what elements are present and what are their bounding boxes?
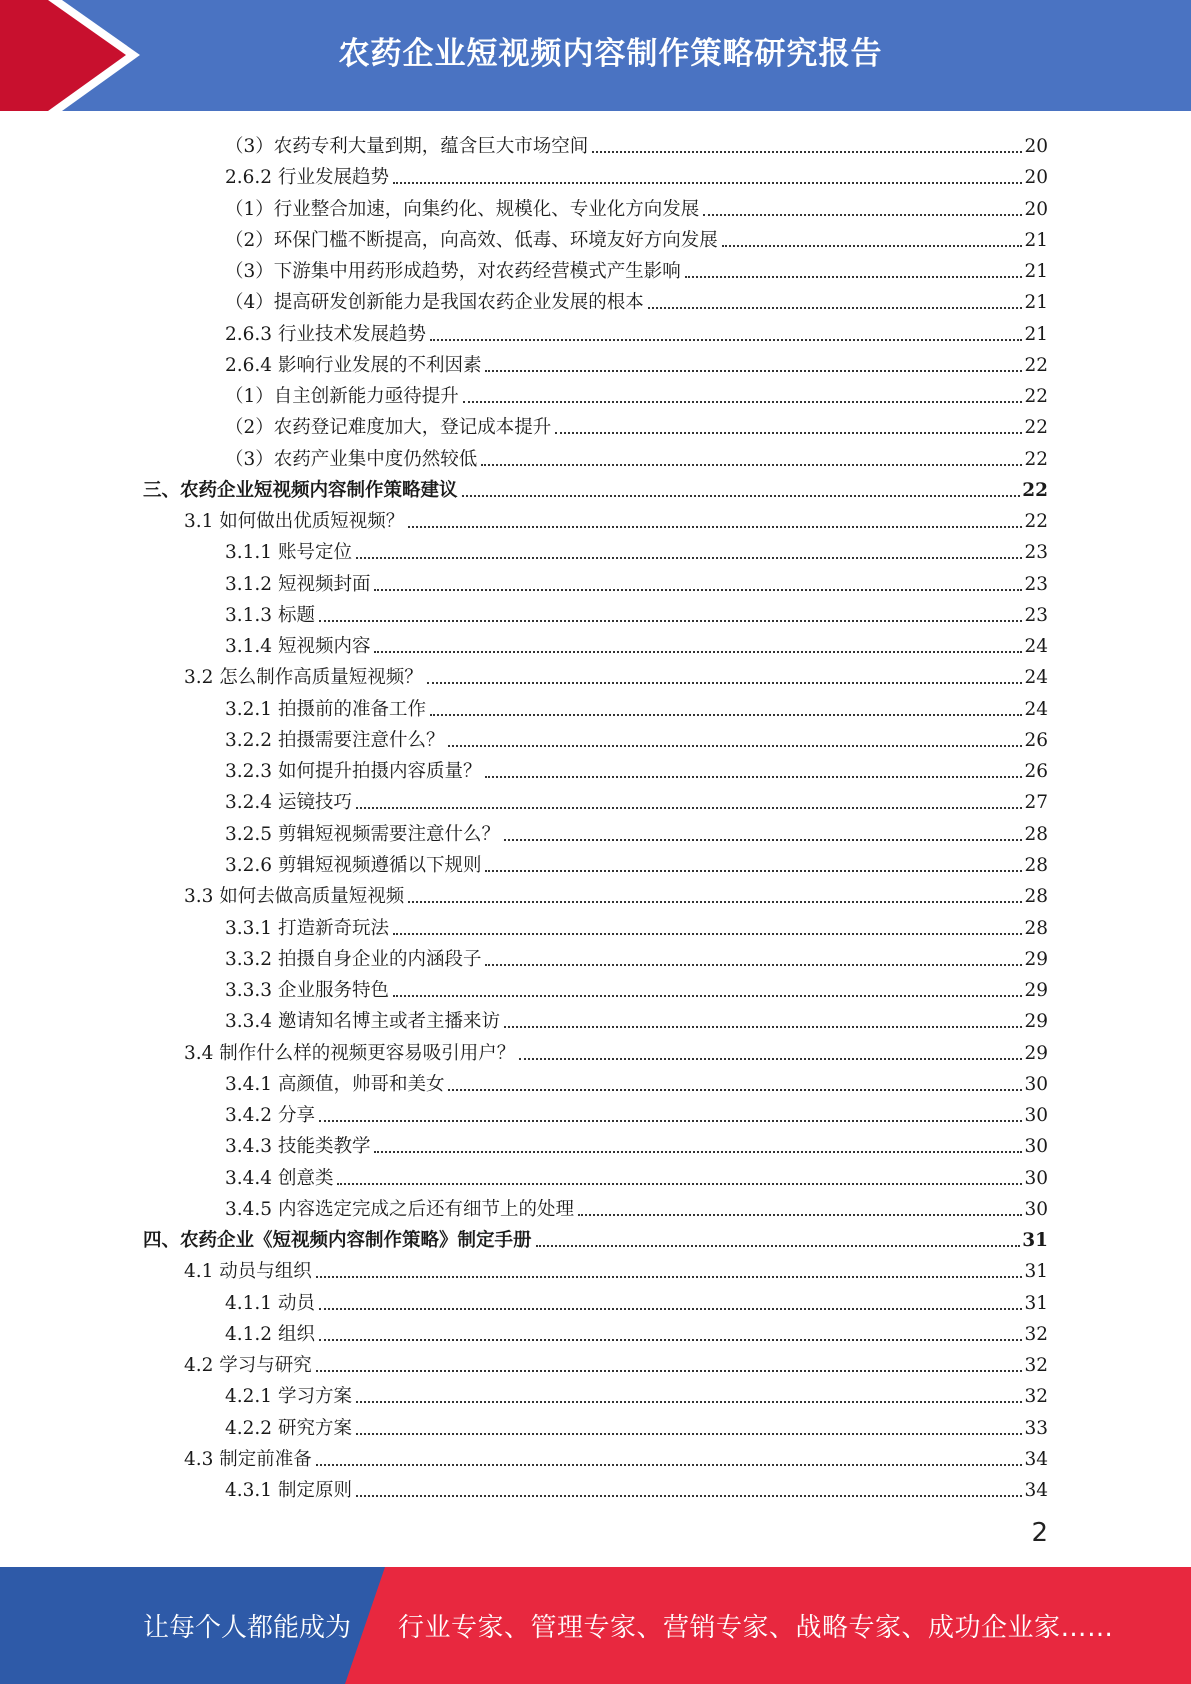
toc-entry-label: 3.4 制作什么样的视频更容易吸引用户？ (184, 1042, 516, 1064)
toc-entry[interactable] (225, 190, 1048, 221)
toc-dot-leader (448, 1089, 1022, 1091)
toc-dot-leader (319, 1308, 1023, 1310)
toc-dot-leader (448, 745, 1022, 747)
toc-dot-leader (536, 1245, 1021, 1247)
toc-entry[interactable] (225, 815, 1048, 846)
toc-entry-page: 20 (1024, 167, 1048, 189)
toc-dot-leader (463, 401, 1023, 403)
toc-entry-label: 3.2.4 运镜技巧 (225, 792, 352, 814)
footer-slogan-right: 行业专家、管理专家、营销专家、战略专家、成功企业家…… (398, 1613, 1114, 1643)
toc-dot-leader (408, 526, 1022, 528)
toc-dot-leader (555, 432, 1022, 434)
toc-entry[interactable] (225, 1065, 1048, 1096)
toc-entry-label: 四、农药企业《短视频内容制作策略》制定手册 (143, 1230, 532, 1252)
toc-dot-leader (427, 682, 1023, 684)
toc-entry-page: 29 (1024, 1042, 1048, 1064)
toc-entry[interactable] (225, 690, 1048, 721)
toc-entry-label: （4）提高研发创新能力是我国农药企业发展的根本 (225, 292, 644, 314)
toc-entry-label: 2.6.2 行业发展趋势 (225, 167, 389, 189)
toc-dot-leader (356, 807, 1023, 809)
toc-entry-label: 3.3 如何去做高质量短视频 (184, 886, 405, 908)
toc-entry-label: 3.1.2 短视频封面 (225, 573, 371, 595)
toc-entry-label: 4.2.2 研究方案 (225, 1417, 352, 1439)
toc-entry[interactable] (184, 1440, 1048, 1471)
toc-dot-leader (504, 839, 1022, 841)
toc-dot-leader (356, 1433, 1023, 1435)
toc-entry-label: 4.1.2 组织 (225, 1323, 315, 1345)
toc-entry-page: 30 (1024, 1105, 1048, 1127)
toc-dot-leader (703, 214, 1022, 216)
toc-entry[interactable] (225, 158, 1048, 189)
toc-entry-page: 29 (1024, 980, 1048, 1002)
toc-dot-leader (485, 964, 1022, 966)
toc-entry[interactable] (225, 909, 1048, 940)
toc-entry-page: 32 (1024, 1386, 1048, 1408)
toc-entry[interactable] (225, 596, 1048, 627)
toc-entry-label: 4.3 制定前准备 (184, 1448, 312, 1470)
toc-entry-page: 22 (1024, 354, 1048, 376)
toc-entry-page: 21 (1024, 323, 1048, 345)
toc-entry-label: 3.2.6 剪辑短视频遵循以下规则 (225, 854, 482, 876)
toc-entry-label: （3）下游集中用药形成趋势，对农药经营模式产生影响 (225, 261, 681, 283)
toc-entry[interactable] (225, 283, 1048, 314)
toc-entry[interactable] (225, 940, 1048, 971)
toc-entry-label: 4.1.1 动员 (225, 1292, 315, 1314)
toc-entry-page: 22 (1024, 417, 1048, 439)
toc-dot-leader (430, 714, 1022, 716)
toc-entry-page: 26 (1024, 761, 1048, 783)
toc-dot-leader (578, 1214, 1022, 1216)
toc-entry-label: 3.3.1 打造新奇玩法 (225, 917, 389, 939)
toc-entry-page: 24 (1024, 698, 1048, 720)
toc-entry-label: 4.3.1 制定原则 (225, 1480, 352, 1502)
toc-entry[interactable] (225, 1127, 1048, 1158)
toc-entry-page: 24 (1024, 636, 1048, 658)
toc-entry-label: 4.2.1 学习方案 (225, 1386, 352, 1408)
toc-entry-page: 28 (1024, 917, 1048, 939)
toc-entry-page: 29 (1024, 948, 1048, 970)
toc-entry-label: 4.2 学习与研究 (184, 1355, 312, 1377)
toc-entry-page: 34 (1024, 1480, 1048, 1502)
toc-entry-label: （1）行业整合加速，向集约化、规模化、专业化方向发展 (225, 198, 700, 220)
toc-entry-page: 32 (1024, 1323, 1048, 1345)
toc-dot-leader (393, 933, 1022, 935)
toc-entry[interactable] (225, 721, 1048, 752)
toc-entry-page: 28 (1024, 823, 1048, 845)
toc-entry[interactable] (225, 377, 1048, 408)
toc-entry-page: 21 (1024, 229, 1048, 251)
toc-dot-leader (504, 1026, 1022, 1028)
toc-dot-leader (592, 151, 1022, 153)
toc-entry[interactable] (225, 315, 1048, 346)
toc-entry[interactable] (225, 533, 1048, 564)
toc-entry[interactable] (184, 877, 1048, 908)
toc-entry-label: 3.2.2 拍摄需要注意什么？ (225, 729, 445, 751)
toc-entry-label: 3.4.5 内容选定完成之后还有细节上的处理 (225, 1198, 574, 1220)
toc-entry[interactable] (225, 627, 1048, 658)
toc-entry-page: 31 (1024, 1261, 1048, 1283)
toc-entry-page: 21 (1024, 261, 1048, 283)
toc-entry-page: 29 (1024, 1011, 1048, 1033)
toc-dot-leader (316, 1464, 1023, 1466)
toc-entry-page: 30 (1024, 1198, 1048, 1220)
toc-entry-page: 32 (1024, 1355, 1048, 1377)
toc-entry-page: 22 (1022, 479, 1048, 501)
toc-entry[interactable] (225, 127, 1048, 158)
toc-entry[interactable] (225, 846, 1048, 877)
toc-entry-label: 4.1 动员与组织 (184, 1261, 312, 1283)
toc-entry-page: 33 (1024, 1417, 1048, 1439)
footer-slogan-left: 让每个人都能成为 (143, 1613, 352, 1643)
toc-dot-leader (319, 1339, 1023, 1341)
toc-dot-leader (722, 245, 1023, 247)
toc-entry-label: （3）农药产业集中度仍然较低 (225, 448, 478, 470)
toc-entry-page: 24 (1024, 667, 1048, 689)
toc-dot-leader (485, 870, 1022, 872)
toc-entry-page: 20 (1024, 198, 1048, 220)
toc-dot-leader (374, 1151, 1022, 1153)
page-number: 2 (1031, 1518, 1048, 1548)
toc-entry[interactable] (225, 565, 1048, 596)
toc-entry[interactable] (225, 1002, 1048, 1033)
toc-entry-label: 3.1.4 短视频内容 (225, 636, 371, 658)
toc-entry[interactable] (225, 1159, 1048, 1190)
toc-entry[interactable] (225, 1096, 1048, 1127)
toc-entry-page: 28 (1024, 854, 1048, 876)
toc-entry-label: 3.2 怎么制作高质量短视频？ (184, 667, 423, 689)
page-footer (0, 1567, 1191, 1684)
toc-entry[interactable] (184, 658, 1048, 689)
toc-entry[interactable] (184, 1252, 1048, 1283)
toc-entry[interactable] (225, 1284, 1048, 1315)
toc-dot-leader (319, 1120, 1023, 1122)
toc-entry[interactable] (225, 1315, 1048, 1346)
toc-dot-leader (316, 1370, 1023, 1372)
toc-dot-leader (648, 307, 1023, 309)
toc-entry-label: 2.6.3 行业技术发展趋势 (225, 323, 426, 345)
toc-entry-page: 34 (1024, 1448, 1048, 1470)
toc-dot-leader (462, 495, 1021, 497)
toc-entry-label: 3.2.1 拍摄前的准备工作 (225, 698, 426, 720)
toc-entry-label: （1）自主创新能力亟待提升 (225, 386, 459, 408)
toc-entry-label: 2.6.4 影响行业发展的不利因素 (225, 354, 482, 376)
page-header (0, 0, 1191, 111)
toc-entry[interactable] (225, 346, 1048, 377)
toc-entry-page: 22 (1024, 448, 1048, 470)
document-title: 农药企业短视频内容制作策略研究报告 (338, 36, 883, 72)
toc-entry-page: 31 (1024, 1292, 1048, 1314)
toc-entry[interactable] (225, 408, 1048, 439)
toc-dot-leader (356, 1495, 1023, 1497)
toc-entry[interactable] (184, 1346, 1048, 1377)
toc-entry-label: 3.1 如何做出优质短视频？ (184, 511, 405, 533)
toc-dot-leader (685, 276, 1023, 278)
toc-entry-label: 3.4.1 高颜值，帅哥和美女 (225, 1073, 445, 1095)
toc-entry-label: 3.1.3 标题 (225, 604, 315, 626)
toc-entry-label: 3.4.4 创意类 (225, 1167, 334, 1189)
toc-entry-page: 22 (1024, 511, 1048, 533)
toc-entry-page: 26 (1024, 729, 1048, 751)
toc-dot-leader (393, 995, 1022, 997)
toc-entry[interactable] (225, 1471, 1048, 1502)
toc-entry-page: 27 (1024, 792, 1048, 814)
toc-entry-page: 20 (1024, 136, 1048, 157)
toc-entry-page: 21 (1024, 292, 1048, 314)
toc-entry[interactable] (225, 971, 1048, 1002)
toc-entry-label: 3.3.3 企业服务特色 (225, 980, 389, 1002)
toc-dot-leader (430, 339, 1022, 341)
toc-entry[interactable] (225, 752, 1048, 783)
toc-entry-label: 3.3.4 邀请知名博主或者主播来访 (225, 1011, 500, 1033)
toc-entry-label: 3.1.1 账号定位 (225, 542, 352, 564)
toc-dot-leader (356, 1401, 1023, 1403)
toc-entry[interactable] (143, 1221, 1048, 1252)
toc-entry-page: 23 (1024, 542, 1048, 564)
toc-entry[interactable] (225, 1377, 1048, 1408)
toc-entry-label: （2）环保门槛不断提高，向高效、低毒、环境友好方向发展 (225, 229, 718, 251)
toc-dot-leader (481, 464, 1022, 466)
toc-dot-leader (485, 776, 1022, 778)
toc-entry[interactable] (225, 1190, 1048, 1221)
toc-entry-page: 30 (1024, 1167, 1048, 1189)
toc-entry[interactable] (225, 252, 1048, 283)
toc-dot-leader (337, 1183, 1022, 1185)
toc-dot-leader (393, 182, 1022, 184)
toc-dot-leader (485, 370, 1022, 372)
toc-entry[interactable] (225, 783, 1048, 814)
toc-entry-label: 3.2.5 剪辑短视频需要注意什么？ (225, 823, 500, 845)
toc-dot-leader (408, 901, 1022, 903)
toc-entry-label: 3.4.2 分享 (225, 1105, 315, 1127)
toc-entry-label: 3.2.3 如何提升拍摄内容质量？ (225, 761, 482, 783)
toc-entry-page: 28 (1024, 886, 1048, 908)
toc-entry-page: 23 (1024, 573, 1048, 595)
toc-entry-page: 31 (1022, 1230, 1048, 1252)
toc-dot-leader (374, 651, 1022, 653)
toc-dot-leader (319, 620, 1023, 622)
toc-entry-label: 三、农药企业短视频内容制作策略建议 (143, 479, 458, 501)
toc-entry-page: 30 (1024, 1136, 1048, 1158)
toc-entry[interactable] (225, 440, 1048, 471)
toc-dot-leader (356, 557, 1023, 559)
toc-entry[interactable] (143, 471, 1048, 502)
toc-entry-label: 3.4.3 技能类教学 (225, 1136, 371, 1158)
toc-dot-leader (374, 589, 1022, 591)
toc-entry-label: （3）农药专利大量到期，蕴含巨大市场空间 (225, 136, 589, 157)
toc-dot-leader (316, 1276, 1023, 1278)
toc-entry-label: 3.3.2 拍摄自身企业的内涵段子 (225, 948, 482, 970)
toc-entry-page: 22 (1024, 386, 1048, 408)
toc-entry[interactable] (184, 502, 1048, 533)
toc-entry[interactable] (225, 1409, 1048, 1440)
toc-entry-page: 23 (1024, 604, 1048, 626)
toc-dot-leader (519, 1058, 1022, 1060)
toc-entry-page: 30 (1024, 1073, 1048, 1095)
toc-entry[interactable] (184, 1034, 1048, 1065)
toc-entry[interactable] (225, 221, 1048, 252)
toc-entry-label: （2）农药登记难度加大，登记成本提升 (225, 417, 552, 439)
